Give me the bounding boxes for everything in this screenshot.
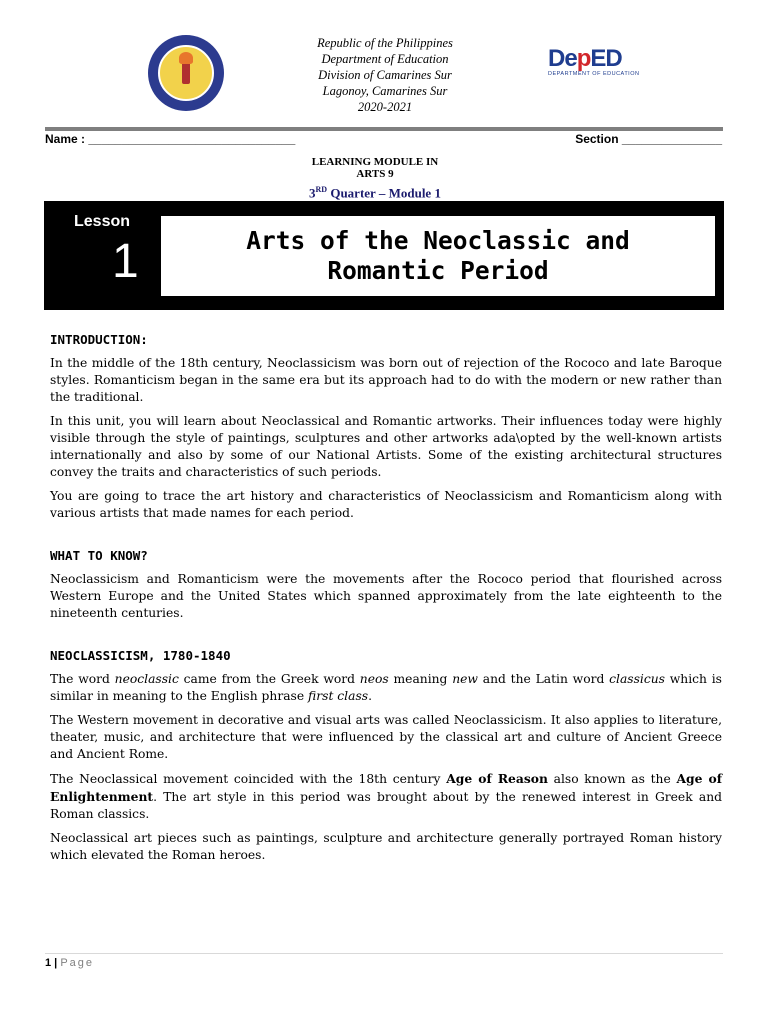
neoclassicism-paragraph-4: Neoclassical art pieces such as paintings, sculpture and architecture generally portrayed Roman history which elevated the Roman heroes.	[50, 831, 722, 862]
intro-paragraph-1: In the middle of the 18th century, Neoclassicism was born out of rejection of the Rococo and late Baroque styles. Romanticism began in the same era but its approach had to do with the modern or new rather than the traditional.	[50, 356, 722, 404]
lesson-label: Lesson	[74, 213, 131, 230]
neoclassicism-heading: NEOCLASSICISM, 1780-1840	[50, 648, 231, 663]
footer-divider	[45, 953, 723, 954]
intro-paragraph-2: In this unit, you will learn about Neoclassical and Romantic artworks. Their influences today were highly visible through the style of paintings, sculptures and other artworks ada\opted by the well-known artists internationally and also by some of our National Artists. Some of the existing architectural structures convey the traits and characteristics of such periods.	[50, 414, 722, 479]
what-to-know-heading: WHAT TO KNOW?	[50, 548, 148, 563]
lesson-title: Arts of the Neoclassic and Romantic Period	[246, 226, 630, 285]
introduction-heading: INTRODUCTION:	[50, 332, 148, 347]
page-word: Page	[60, 957, 95, 969]
header-line-year: 2020-2021	[357, 100, 413, 114]
deped-logo: DepED DEPARTMENT OF EDUCATION	[548, 45, 640, 77]
lesson-title-panel	[161, 216, 715, 296]
header-divider	[45, 127, 723, 131]
neoclassicism-paragraph-1: The word neoclassic came from the Greek word neos meaning new and the Latin word classicus which is similar in meaning to the English phrase first class.	[50, 672, 722, 703]
page-footer: 1 | Page	[45, 957, 95, 969]
section-field[interactable]: Section _______________	[575, 132, 722, 146]
name-field[interactable]: Name : _______________________________	[45, 132, 296, 146]
module-line-1: LEARNING MODULE IN	[311, 156, 439, 168]
what-to-know-paragraph: Neoclassicism and Romanticism were the movements after the Rococo period that flourished across Western Europe and the United States which spanned approximately from the late eighteenth to the nineteenth centuries.	[50, 572, 722, 620]
header-line-department: Department of Education	[321, 52, 449, 66]
quarter-label: 3RD Quarter – Module 1	[309, 185, 441, 201]
module-line-2: ARTS 9	[356, 168, 394, 180]
school-seal-logo	[148, 35, 224, 111]
module-body	[50, 331, 722, 864]
lesson-number: 1	[112, 235, 139, 288]
intro-paragraph-3: You are going to trace the art history and characteristics of Neoclassicism and Romanticism along with various artists that made names for each period.	[50, 489, 722, 520]
header-address	[280, 35, 490, 115]
module-title	[250, 156, 500, 180]
header-line-republic: Republic of the Philippines	[317, 36, 453, 50]
header-line-location: Lagonoy, Camarines Sur	[322, 84, 448, 98]
header-line-division: Division of Camarines Sur	[318, 68, 452, 82]
page-number: 1	[45, 957, 52, 969]
torch-emblem-icon	[158, 45, 214, 101]
neoclassicism-paragraph-2: The Western movement in decorative and visual arts was called Neoclassicism. It also applies to literature, theater, music, and architecture that were influenced by the classical art and culture of Ancient Greece and Ancient Rome.	[50, 713, 722, 761]
neoclassicism-paragraph-3: The Neoclassical movement coincided with the 18th century Age of Reason also known as the Age of Enlightenment. The art style in this period was brought about by the renewed interest in Greek and Roman classics.	[50, 771, 722, 821]
